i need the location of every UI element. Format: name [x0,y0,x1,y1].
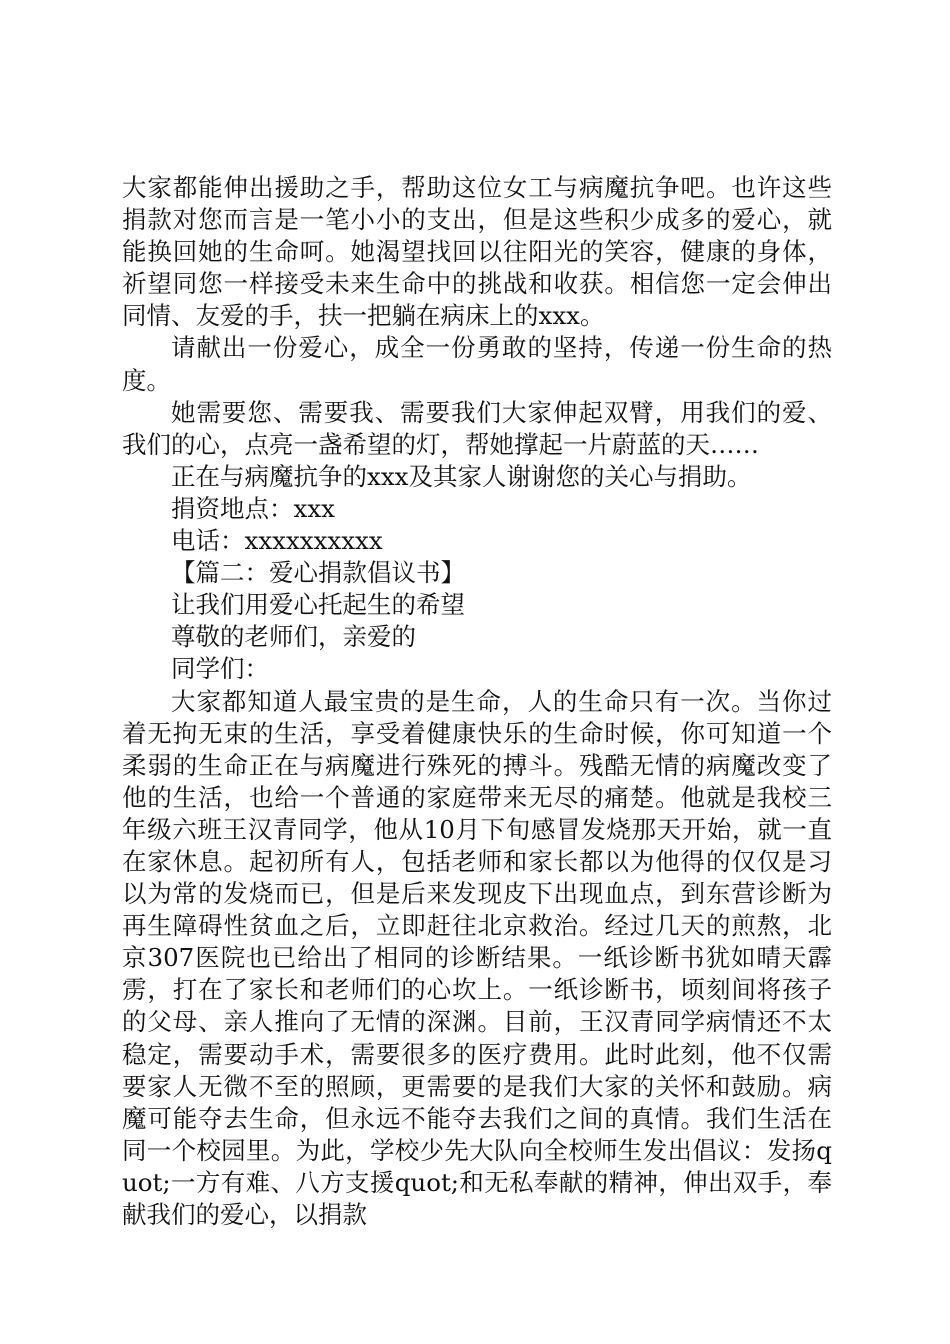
salutation-line-2: 同学们： [171,654,269,684]
paragraph-thanks: 正在与病魔抗争的xxx及其家人谢谢您的关心与捐助。 [171,461,752,491]
paragraph-proposal-body: 大家都知道人最宝贵的是生命，人的生命只有一次。当你过着无拘无束的生活，享受着健康快乐的生命时候，你可知道一个柔弱的生命正在与病魔进行殊死的搏斗。残酷无情的病魔改变了他的生活，也给一个普通的家庭带来无尽的痛楚。他就是我校三年级六班王汉青同学，他从10月下旬感冒发烧那天开始，就一直在家休息。起初所有人，包括老师和家长都以为他得的仅仅是习以为常的发烧而已，但是后来发现皮下出现血点，到东营诊断为再生障碍性贫血之后，立即赶往北京救治。经过几天的煎熬，北京307医院也已给出了相同的诊断结果。一纸诊断书犹如晴天霹雳，打在了家长和老师们的心坎上。一纸诊断书，顷刻间将孩子的父母、亲人推向了无情的深渊。目前，王汉青同学病情还不太稳定，需要动手术，需要很多的医疗费用。此时此刻，他不仅需要家人无微不至的照顾，更需要的是我们大家的关怀和鼓励。病魔可能夺去生命，但永远不能夺去我们之间的真情。我们生活在同一个校园里。为此，学校少先大队向全校师生发出倡议：发扬quot;一方有难、八方支援quot;和无私奉献的精神，伸出双手，奉献我们的爱心，以捐款 [122,686,832,1229]
section-heading: 【篇二：爱心捐款倡议书】 [171,558,465,588]
paragraph-donate-love: 请献出一份爱心，成全一份勇敢的坚持，传递一份生命的热度。 [122,333,832,395]
paragraph-appeal-continuation: 大家都能伸出援助之手，帮助这位女工与病魔抗争吧。也许这些捐款对您而言是一笔小小的支出，但是这些积少成多的爱心，就能换回她的生命呵。她渴望找回以往阳光的笑容，健康的身体，祈望同您一样接受未来生命中的挑战和收获。相信您一定会伸出同情、友爱的手，扶一把躺在病床上的xxx。 [122,173,832,331]
document-body [122,172,832,1231]
section-subtitle: 让我们用爱心托起生的希望 [171,590,465,620]
salutation-line-1: 尊敬的老师们，亲爱的 [171,622,416,652]
donation-location: 捐资地点：xxx [171,493,335,523]
paragraph-she-needs-you: 她需要您、需要我、需要我们大家伸起双臂，用我们的爱、我们的心，点亮一盏希望的灯，帮她撑起一片蔚蓝的天…… [122,397,832,459]
contact-phone: 电话：xxxxxxxxxx [171,526,383,556]
